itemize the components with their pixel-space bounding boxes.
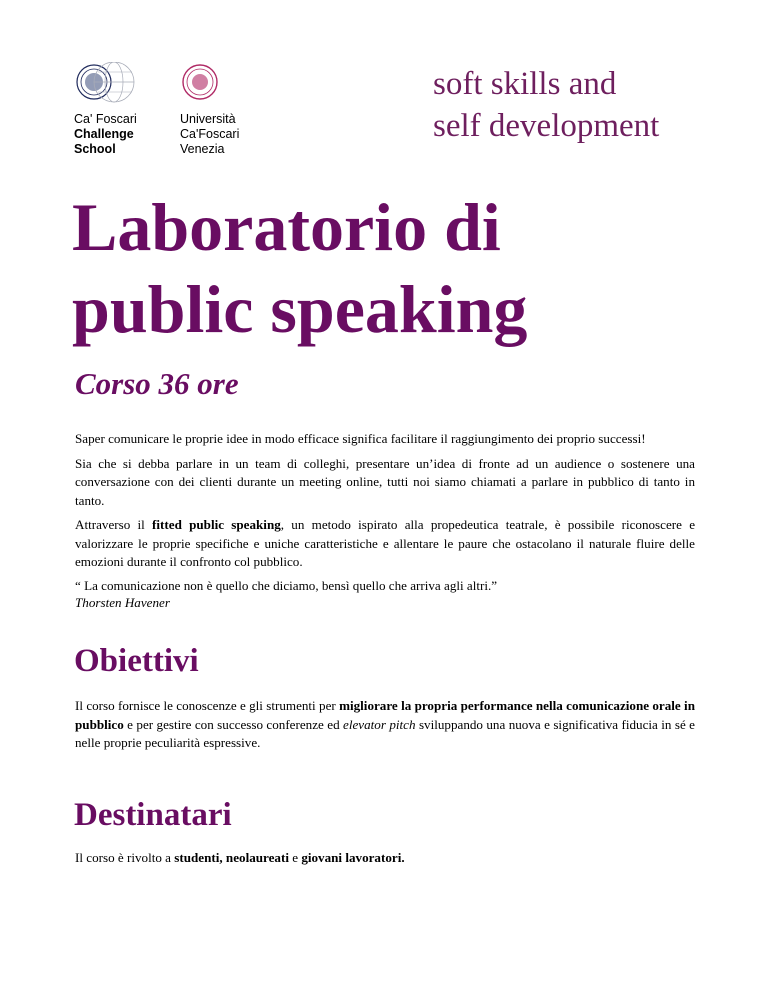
destinatari-heading: Destinatari: [74, 797, 232, 833]
destinatari-bold-1: studenti, neolaureati: [174, 850, 289, 865]
intro-p3-bold: fitted public speaking: [152, 517, 281, 532]
intro-p3-suffix: , un metodo ispirato alla propedeutica teatrale, è possibile riconoscere e valorizzare le proprie specifiche e uniche caratteristiche e allentare le paure che ostacolano il naturale fluire delle emozioni durante il confronto col pubblico.: [75, 517, 696, 569]
challenge-logo-line1: Ca' Foscari: [74, 112, 137, 126]
destinatari-bold-2: giovani lavoratori.: [301, 850, 405, 865]
obiettivi-text-2: e per gestire con successo conferenze ed: [123, 716, 344, 732]
unive-logo-line1: Università: [180, 112, 236, 126]
destinatari-text-1: Il corso è rivolto a: [75, 850, 175, 865]
obiettivi-text-3: sviluppando una nuova e significativa fiducia in sé e nelle proprie peculiarità espressive.: [75, 716, 695, 750]
destinatari-text-2: e: [288, 850, 302, 865]
challenge-logo-line2: Challenge: [74, 127, 134, 141]
intro-paragraph-1: Saper comunicare le proprie idee in modo efficace significa facilitare il raggiungimento dei proprio successi!: [75, 431, 646, 446]
quote-author: Thorsten Havener: [75, 595, 170, 610]
intro-paragraph-2: Sia che si debba parlare in un team di colleghi, presentare un’idea di fronte ad un audience o sostenere una conversazione con dei clienti durante un meeting online, tutti noi siamo chiamati a parlare in pubblico di tanto in tanto.: [75, 455, 695, 508]
obiettivi-bold-1: migliorare la propria performance nella comunicazione orale in pubblico: [75, 698, 695, 732]
tagline-line1: soft skills and: [433, 66, 617, 102]
unive-logo-line2: Ca'Foscari: [180, 127, 240, 141]
obiettivi-paragraph: [75, 697, 695, 753]
challenge-school-logo: [74, 62, 144, 156]
tagline: [433, 63, 659, 147]
destinatari-paragraph: [75, 849, 695, 868]
obiettivi-italic-1: elevator pitch: [343, 716, 416, 732]
quote-block: [75, 577, 695, 611]
intro-p3-prefix: Attraverso il: [75, 517, 153, 532]
destinatari-section: [75, 849, 695, 874]
challenge-logo-line3: School: [74, 142, 116, 156]
intro-section: [75, 430, 695, 578]
intro-paragraph-3: [75, 516, 695, 572]
tagline-line2: self development: [433, 108, 660, 144]
unive-logo-line3: Venezia: [180, 142, 225, 156]
universita-logo: [180, 62, 260, 156]
course-duration-subtitle: Corso 36 ore: [75, 366, 239, 401]
challenge-school-seal-icon: [74, 62, 138, 106]
obiettivi-heading: Obiettivi: [74, 643, 199, 679]
quote-text: “ La comunicazione non è quello che diciamo, bensì quello che arriva agli altri.”: [75, 578, 498, 593]
title-line1: Laboratorio di: [72, 189, 501, 265]
page-title: [72, 186, 527, 350]
title-line2: public speaking: [72, 271, 528, 347]
ca-foscari-seal-icon: [180, 62, 220, 106]
obiettivi-section: [75, 697, 695, 759]
obiettivi-text-1: Il corso fornisce le conoscenze e gli strumenti per: [75, 698, 340, 713]
